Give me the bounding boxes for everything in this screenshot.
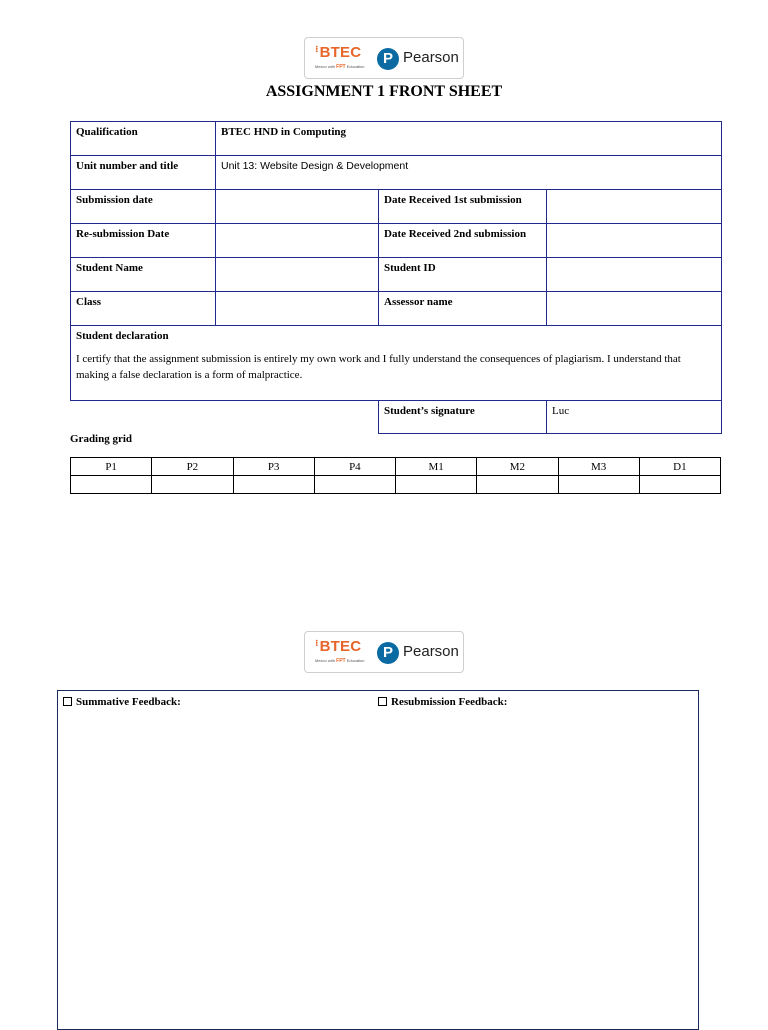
signature-row bbox=[71, 401, 722, 434]
qualification-row bbox=[71, 122, 722, 156]
grade-header-m3: M3 bbox=[558, 458, 639, 476]
grade-header-p3: P3 bbox=[233, 458, 314, 476]
date-received-1-field[interactable] bbox=[547, 190, 722, 224]
grade-cell-p3[interactable] bbox=[233, 476, 314, 494]
btec-sub-suffix: Education bbox=[346, 658, 365, 663]
btec-mark-icon: ⁝ bbox=[315, 44, 319, 54]
unit-value: Unit 13: Website Design & Development bbox=[216, 156, 722, 190]
grading-header-row bbox=[71, 458, 721, 476]
resubmission-feedback-checkbox[interactable] bbox=[378, 697, 387, 706]
grade-cell-p4[interactable] bbox=[314, 476, 395, 494]
btec-sub-prefix: Mexco with bbox=[315, 658, 336, 663]
qualification-label: Qualification bbox=[71, 122, 216, 156]
btec-sub-prefix: Mexco with bbox=[315, 64, 336, 69]
btec-pearson-logo-bottom bbox=[304, 631, 464, 673]
grading-grid-label: Grading grid bbox=[70, 433, 133, 445]
grade-cell-p1[interactable] bbox=[71, 476, 152, 494]
assessor-label: Assessor name bbox=[379, 292, 547, 326]
btec-pearson-logo bbox=[304, 37, 464, 79]
fpt-logo: FPT bbox=[336, 658, 346, 664]
grade-header-p2: P2 bbox=[152, 458, 233, 476]
student-declaration bbox=[71, 326, 722, 401]
resubmission-row bbox=[71, 224, 722, 258]
class-label: Class bbox=[71, 292, 216, 326]
signature-field[interactable]: Luc bbox=[547, 401, 722, 434]
assessor-field[interactable] bbox=[547, 292, 722, 326]
signature-label: Student’s signature bbox=[379, 401, 547, 434]
signature-spacer bbox=[71, 401, 379, 434]
btec-sub-suffix: Education bbox=[346, 64, 365, 69]
submission-date-label: Submission date bbox=[71, 190, 216, 224]
resubmission-feedback bbox=[378, 696, 507, 708]
resubmission-feedback-label: Resubmission Feedback: bbox=[391, 696, 508, 708]
student-id-label: Student ID bbox=[379, 258, 547, 292]
unit-row bbox=[71, 156, 722, 190]
summative-feedback-label: Summative Feedback: bbox=[76, 696, 181, 708]
summative-feedback-checkbox[interactable] bbox=[63, 697, 72, 706]
class-field[interactable] bbox=[216, 292, 379, 326]
unit-label: Unit number and title bbox=[71, 156, 216, 190]
grade-cell-p2[interactable] bbox=[152, 476, 233, 494]
grade-cell-m3[interactable] bbox=[558, 476, 639, 494]
front-sheet-table bbox=[70, 121, 722, 434]
pearson-logo-icon: P bbox=[377, 642, 399, 664]
pearson-word: Pearson bbox=[403, 49, 459, 66]
resubmission-date-label: Re-submission Date bbox=[71, 224, 216, 258]
grade-header-d1: D1 bbox=[639, 458, 720, 476]
btec-mark-icon: ⁝ bbox=[315, 638, 319, 648]
date-received-2-field[interactable] bbox=[547, 224, 722, 258]
page-title: ASSIGNMENT 1 FRONT SHEET bbox=[265, 83, 503, 100]
grade-cell-m1[interactable] bbox=[396, 476, 477, 494]
grade-header-m1: M1 bbox=[396, 458, 477, 476]
submission-date-field[interactable] bbox=[216, 190, 379, 224]
qualification-value: BTEC HND in Computing bbox=[216, 122, 722, 156]
grading-value-row bbox=[71, 476, 721, 494]
grade-cell-d1[interactable] bbox=[639, 476, 720, 494]
date-received-2-label: Date Received 2nd submission bbox=[379, 224, 547, 258]
btec-logo bbox=[313, 636, 371, 668]
feedback-box[interactable] bbox=[57, 690, 699, 1030]
summative-feedback bbox=[63, 696, 181, 708]
grade-cell-m2[interactable] bbox=[477, 476, 558, 494]
pearson-logo-icon: P bbox=[377, 48, 399, 70]
class-row bbox=[71, 292, 722, 326]
declaration-row bbox=[71, 326, 722, 401]
btec-word: BTEC bbox=[319, 44, 362, 61]
date-received-1-label: Date Received 1st submission bbox=[379, 190, 547, 224]
student-row bbox=[71, 258, 722, 292]
grade-header-p1: P1 bbox=[71, 458, 152, 476]
student-name-label: Student Name bbox=[71, 258, 216, 292]
fpt-logo: FPT bbox=[336, 64, 346, 70]
grading-grid bbox=[70, 457, 721, 494]
declaration-text: I certify that the assignment submission is entirely my own work and I fully understand the consequences of plagiarism. I understand that making a false declaration is a form of malpractice. bbox=[76, 353, 681, 381]
grade-header-p4: P4 bbox=[314, 458, 395, 476]
resubmission-date-field[interactable] bbox=[216, 224, 379, 258]
declaration-title: Student declaration bbox=[76, 330, 169, 342]
submission-row bbox=[71, 190, 722, 224]
btec-word: BTEC bbox=[319, 638, 362, 655]
grade-header-m2: M2 bbox=[477, 458, 558, 476]
student-name-field[interactable] bbox=[216, 258, 379, 292]
student-id-field[interactable] bbox=[547, 258, 722, 292]
btec-logo bbox=[313, 42, 371, 74]
pearson-word: Pearson bbox=[403, 643, 459, 660]
